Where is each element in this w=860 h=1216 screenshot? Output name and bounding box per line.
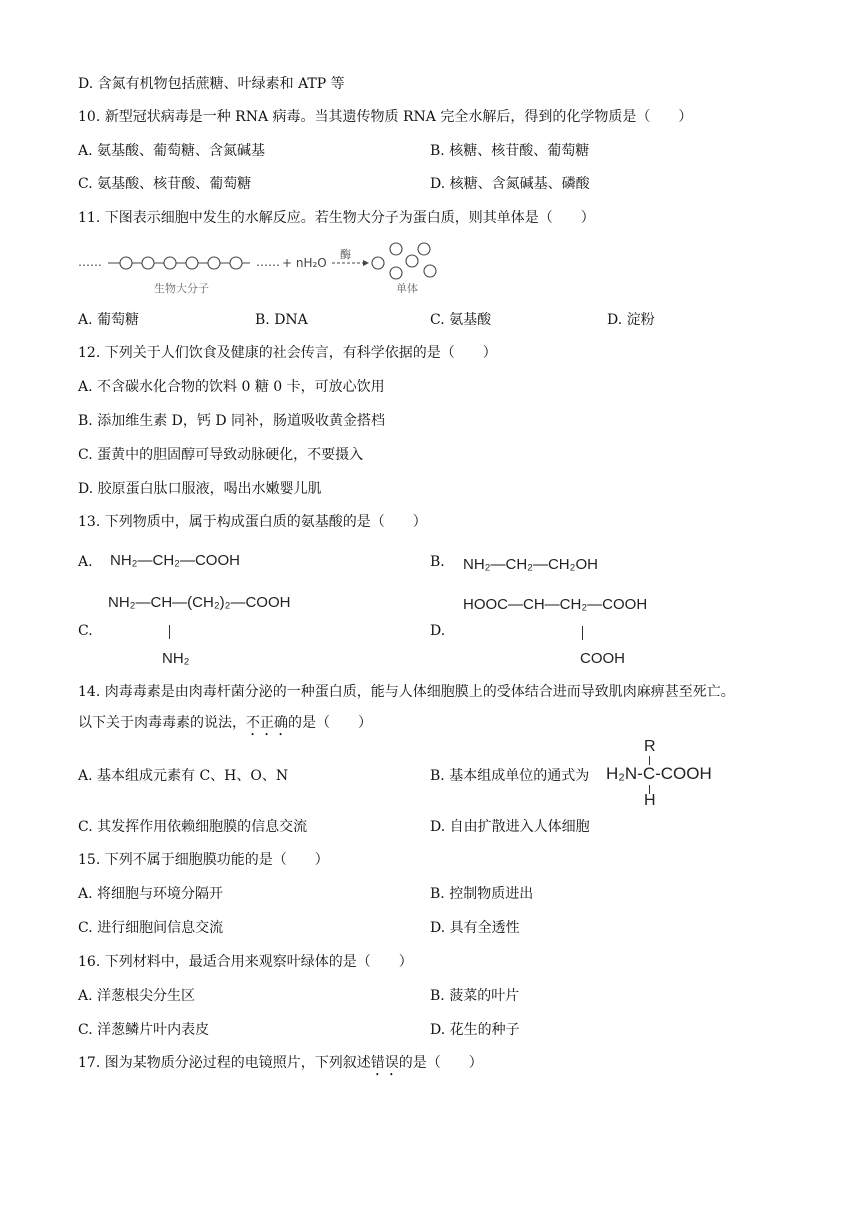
q10-option-b: B. 核糖、核苷酸、葡萄糖	[430, 143, 590, 159]
q16-stem: 16. 下列材料中，最适合用来观察叶绿体的是（ ）	[78, 954, 413, 970]
q10-option-c: C. 氨基酸、核苷酸、葡萄糖	[78, 176, 252, 192]
diagram-label-monomer: 单体	[396, 282, 418, 295]
q15-option-a: A. 将细胞与环境分隔开	[78, 886, 224, 902]
q13-label-c: C.	[78, 623, 93, 639]
q15-option-d: D. 具有全透性	[430, 920, 520, 936]
polymer-monomer-circle	[164, 257, 176, 269]
q12-option-c: C. 蛋黄中的胆固醇可导致动脉硬化，不要摄入	[78, 447, 364, 463]
polymer-monomer-circle	[120, 257, 132, 269]
q13-formula-d-bond	[582, 626, 583, 640]
q16-option-c: C. 洋葱鳞片叶内表皮	[78, 1022, 210, 1038]
q13-label-d: D.	[430, 623, 446, 639]
q13-formula-d-branch: COOH	[580, 650, 625, 667]
q14-stem-line2	[78, 714, 372, 739]
q13-formula-c-branch: NH₂	[162, 650, 190, 667]
q13-label-a: A.	[78, 554, 93, 570]
q17-stem-post: 的是（ ）	[398, 1055, 483, 1071]
q10-option-d: D. 核糖、含氮碱基、磷酸	[430, 176, 590, 192]
monomer-circle	[390, 243, 402, 255]
q11-option-c: C. 氨基酸	[430, 312, 492, 328]
q14-option-c: C. 其发挥作用依赖细胞膜的信息交流	[78, 819, 308, 835]
q9-option-d: D. 含氮有机物包括蔗糖、叶绿素和 ATP 等	[78, 76, 345, 92]
polymer-monomer-circle	[230, 257, 242, 269]
monomer-circle	[424, 265, 436, 277]
q12-option-b: B. 添加维生素 D，钙 D 同补，肠道吸收黄金搭档	[78, 413, 385, 429]
q13-formula-c-main: NH₂—CH—(CH₂)₂—COOH	[108, 594, 291, 611]
polymer-monomer-circle	[208, 257, 220, 269]
diagram-dots-right: ……	[256, 255, 280, 269]
q15-option-c: C. 进行细胞间信息交流	[78, 920, 224, 936]
q13-label-b: B.	[430, 554, 445, 570]
q16-option-a: A. 洋葱根尖分生区	[78, 988, 196, 1004]
monomer-circle	[418, 243, 430, 255]
q14-option-b: B. 基本组成单位的通式为	[430, 768, 590, 784]
q17-stem	[78, 1054, 483, 1079]
q13-formula-d-main: HOOC—CH—CH₂—COOH	[463, 596, 648, 613]
q14-option-d: D. 自由扩散进入人体细胞	[430, 819, 590, 835]
q16-option-b: B. 菠菜的叶片	[430, 988, 520, 1004]
hydrolysis-diagram	[78, 238, 448, 298]
polymer-monomer-circle	[186, 257, 198, 269]
q14-stem-line2-pre: 以下关于肉毒毒素的说法，	[78, 715, 246, 731]
q14-stem-line2-post: 的是（ ）	[288, 715, 372, 731]
diagram-label-polymer: 生物大分子	[154, 282, 209, 295]
q14-formula-main: H₂N-C-COOH	[606, 764, 712, 783]
q12-option-a: A. 不含碳水化合物的饮料 0 糖 0 卡，可放心饮用	[78, 379, 385, 395]
monomer-circle	[390, 267, 402, 279]
q13-formula-b: NH₂—CH₂—CH₂OH	[463, 556, 598, 573]
q14-formula-h: H	[644, 792, 656, 809]
q14-stem-line1: 14. 肉毒毒素是由肉毒杆菌分泌的一种蛋白质，能与人体细胞膜上的受体结合进而导致肌肉麻痹甚至死亡。	[78, 684, 735, 700]
q11-option-b: B. DNA	[255, 312, 308, 328]
diagram-water: + nH₂O	[282, 256, 327, 270]
q14-stem-emphasis: 不正确	[246, 715, 288, 731]
q11-stem: 11. 下图表示细胞中发生的水解反应。若生物大分子为蛋白质，则其单体是（ ）	[78, 210, 595, 226]
q13-stem: 13. 下列物质中，属于构成蛋白质的氨基酸的是（ ）	[78, 514, 427, 530]
q15-stem: 15. 下列不属于细胞膜功能的是（ ）	[78, 852, 329, 868]
hydrolysis-diagram-svg	[78, 238, 448, 298]
monomer-circle	[406, 255, 418, 267]
polymer-monomer-circle	[142, 257, 154, 269]
q17-stem-pre: 17. 图为某物质分泌过程的电镜照片，下列叙述	[78, 1055, 371, 1071]
diagram-enzyme-label: 酶	[340, 248, 351, 261]
q16-option-d: D. 花生的种子	[430, 1022, 520, 1038]
q17-stem-emphasis: 错误	[370, 1055, 399, 1071]
q14-option-a: A. 基本组成元素有 C、H、O、N	[78, 768, 289, 784]
q14-formula-r: R	[644, 738, 656, 755]
diagram-dots-left: ……	[78, 255, 102, 269]
q12-stem: 12. 下列关于人们饮食及健康的社会传言，有科学依据的是（ ）	[78, 345, 497, 361]
q15-option-b: B. 控制物质进出	[430, 886, 534, 902]
q10-stem: 10. 新型冠状病毒是一种 RNA 病毒。当其遗传物质 RNA 完全水解后，得到的化学物质是（ ）	[78, 109, 693, 125]
reaction-arrow-head	[363, 260, 369, 266]
q13-formula-a: NH₂—CH₂—COOH	[110, 552, 240, 569]
q12-option-d: D. 胶原蛋白肽口服液，喝出水嫩婴儿肌	[78, 481, 322, 497]
q11-option-d: D. 淀粉	[607, 312, 655, 328]
monomer-circle	[372, 257, 384, 269]
q13-formula-c-bond	[169, 625, 170, 639]
q11-option-a: A. 葡萄糖	[78, 312, 140, 328]
q10-option-a: A. 氨基酸、葡萄糖、含氮碱基	[78, 143, 266, 159]
